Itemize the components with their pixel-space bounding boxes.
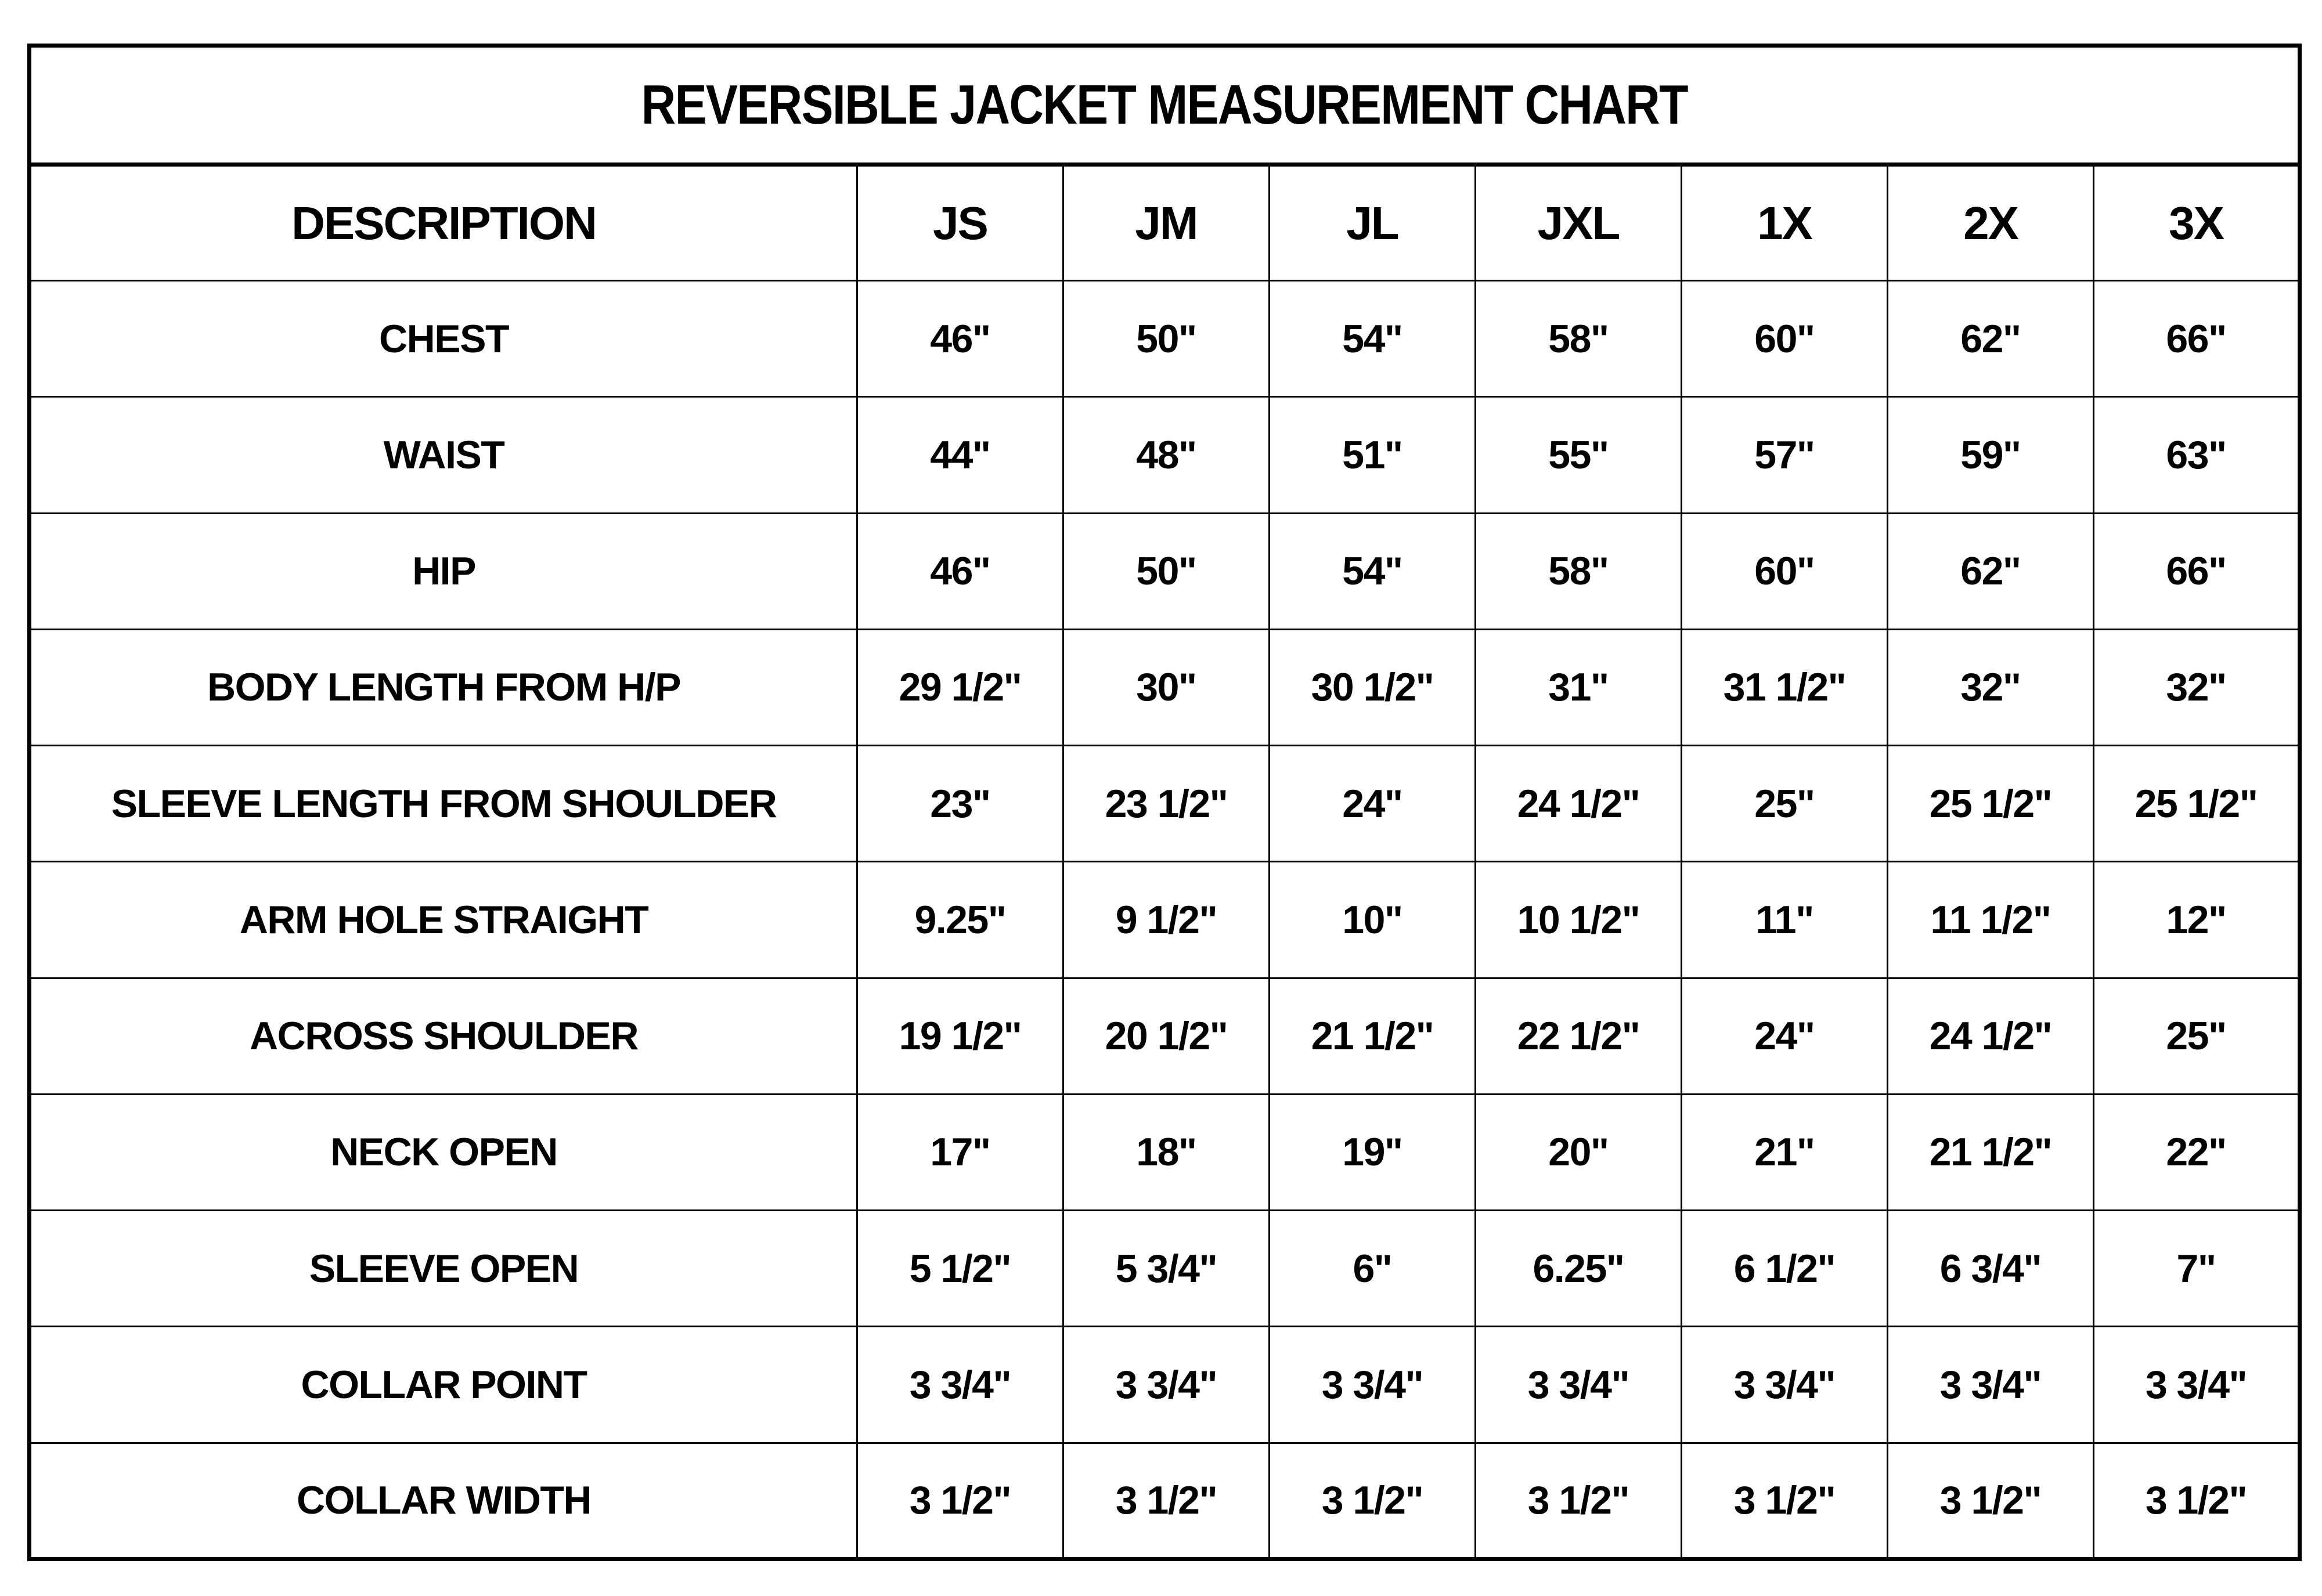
measurement-cell: 23": [857, 746, 1063, 862]
measurement-cell: 24 1/2": [1888, 978, 2094, 1094]
measurement-cell: 32": [1888, 629, 2094, 745]
measurement-cell: 50": [1063, 281, 1270, 397]
measurement-cell: 3 1/2": [857, 1443, 1063, 1559]
measurement-cell: 23 1/2": [1063, 746, 1270, 862]
measurement-cell: 30": [1063, 629, 1270, 745]
row-label: CHEST: [30, 281, 857, 397]
measurement-cell: 66": [2094, 513, 2300, 629]
measurement-cell: 5 1/2": [857, 1211, 1063, 1327]
measurement-cell: 21 1/2": [1888, 1094, 2094, 1210]
measurement-cell: 50": [1063, 513, 1270, 629]
measurement-cell: 31": [1476, 629, 1682, 745]
column-header-2x: 2X: [1888, 165, 2094, 281]
measurement-cell: 3 3/4": [2094, 1327, 2300, 1443]
row-label: COLLAR WIDTH: [30, 1443, 857, 1559]
table-row-neck-open: [30, 1094, 2300, 1210]
measurement-cell: 29 1/2": [857, 629, 1063, 745]
measurement-cell: 9.25": [857, 862, 1063, 978]
measurement-table: [27, 44, 2302, 1561]
measurement-cell: 48": [1063, 397, 1270, 513]
measurement-cell: 10 1/2": [1476, 862, 1682, 978]
measurement-cell: 18": [1063, 1094, 1270, 1210]
measurement-cell: 20 1/2": [1063, 978, 1270, 1094]
measurement-cell: 59": [1888, 397, 2094, 513]
row-label: SLEEVE OPEN: [30, 1211, 857, 1327]
measurement-cell: 6 3/4": [1888, 1211, 2094, 1327]
measurement-cell: 3 1/2": [2094, 1443, 2300, 1559]
measurement-cell: 21 1/2": [1270, 978, 1476, 1094]
column-header-jm: JM: [1063, 165, 1270, 281]
table-row-across-shoulder: [30, 978, 2300, 1094]
measurement-cell: 46": [857, 513, 1063, 629]
table-row-arm-hole: [30, 862, 2300, 978]
row-label: ARM HOLE STRAIGHT: [30, 862, 857, 978]
measurement-cell: 3 3/4": [1682, 1327, 1888, 1443]
measurement-cell: 58": [1476, 513, 1682, 629]
measurement-cell: 3 3/4": [1888, 1327, 2094, 1443]
measurement-cell: 3 1/2": [1063, 1443, 1270, 1559]
measurement-cell: 24 1/2": [1476, 746, 1682, 862]
measurement-cell: 5 3/4": [1063, 1211, 1270, 1327]
measurement-cell: 3 3/4": [1063, 1327, 1270, 1443]
table-row-chest: [30, 281, 2300, 397]
table-row-collar-point: [30, 1327, 2300, 1443]
measurement-cell: 58": [1476, 281, 1682, 397]
measurement-cell: 25 1/2": [2094, 746, 2300, 862]
row-label: ACROSS SHOULDER: [30, 978, 857, 1094]
measurement-cell: 3 3/4": [1270, 1327, 1476, 1443]
table-row-sleeve-open: [30, 1211, 2300, 1327]
column-header-3x: 3X: [2094, 165, 2300, 281]
measurement-cell: 30 1/2": [1270, 629, 1476, 745]
measurement-cell: 6": [1270, 1211, 1476, 1327]
measurement-cell: 25 1/2": [1888, 746, 2094, 862]
measurement-cell: 6.25": [1476, 1211, 1682, 1327]
chart-title-text: REVERSIBLE JACKET MEASUREMENT CHART: [641, 74, 1688, 136]
measurement-cell: 22": [2094, 1094, 2300, 1210]
table-row-body-length: [30, 629, 2300, 745]
measurement-cell: 46": [857, 281, 1063, 397]
row-label: COLLAR POINT: [30, 1327, 857, 1443]
measurement-cell: 9 1/2": [1063, 862, 1270, 978]
measurement-cell: 32": [2094, 629, 2300, 745]
measurement-cell: 3 1/2": [1682, 1443, 1888, 1559]
measurement-cell: 3 1/2": [1888, 1443, 2094, 1559]
row-label: WAIST: [30, 397, 857, 513]
measurement-cell: 44": [857, 397, 1063, 513]
table-row-sleeve-length: [30, 746, 2300, 862]
measurement-cell: 54": [1270, 281, 1476, 397]
chart-title: [30, 46, 2300, 165]
column-header-jxl: JXL: [1476, 165, 1682, 281]
measurement-cell: 62": [1888, 513, 2094, 629]
measurement-cell: 31 1/2": [1682, 629, 1888, 745]
measurement-cell: 57": [1682, 397, 1888, 513]
measurement-cell: 11": [1682, 862, 1888, 978]
column-header-description: DESCRIPTION: [30, 165, 857, 281]
measurement-cell: 51": [1270, 397, 1476, 513]
measurement-cell: 60": [1682, 513, 1888, 629]
row-label: NECK OPEN: [30, 1094, 857, 1210]
measurement-cell: 3 1/2": [1270, 1443, 1476, 1559]
header-row: [30, 165, 2300, 281]
measurement-cell: 60": [1682, 281, 1888, 397]
table-row-waist: [30, 397, 2300, 513]
measurement-cell: 24": [1682, 978, 1888, 1094]
column-header-js: JS: [857, 165, 1063, 281]
measurement-cell: 25": [1682, 746, 1888, 862]
measurement-cell: 25": [2094, 978, 2300, 1094]
measurement-cell: 7": [2094, 1211, 2300, 1327]
row-label: SLEEVE LENGTH FROM SHOULDER: [30, 746, 857, 862]
measurement-cell: 66": [2094, 281, 2300, 397]
measurement-cell: 6 1/2": [1682, 1211, 1888, 1327]
table-row-collar-width: [30, 1443, 2300, 1559]
measurement-cell: 10": [1270, 862, 1476, 978]
column-header-1x: 1X: [1682, 165, 1888, 281]
measurement-cell: 20": [1476, 1094, 1682, 1210]
measurement-cell: 3 3/4": [1476, 1327, 1682, 1443]
measurement-cell: 63": [2094, 397, 2300, 513]
row-label: HIP: [30, 513, 857, 629]
row-label: BODY LENGTH FROM H/P: [30, 629, 857, 745]
measurement-cell: 19": [1270, 1094, 1476, 1210]
measurement-cell: 22 1/2": [1476, 978, 1682, 1094]
measurement-cell: 62": [1888, 281, 2094, 397]
measurement-cell: 24": [1270, 746, 1476, 862]
measurement-cell: 12": [2094, 862, 2300, 978]
measurement-cell: 19 1/2": [857, 978, 1063, 1094]
measurement-cell: 17": [857, 1094, 1063, 1210]
measurement-cell: 3 3/4": [857, 1327, 1063, 1443]
column-header-jl: JL: [1270, 165, 1476, 281]
table-row-hip: [30, 513, 2300, 629]
title-row: [30, 46, 2300, 165]
measurement-cell: 11 1/2": [1888, 862, 2094, 978]
measurement-cell: 54": [1270, 513, 1476, 629]
measurement-cell: 55": [1476, 397, 1682, 513]
measurement-cell: 21": [1682, 1094, 1888, 1210]
measurement-cell: 3 1/2": [1476, 1443, 1682, 1559]
